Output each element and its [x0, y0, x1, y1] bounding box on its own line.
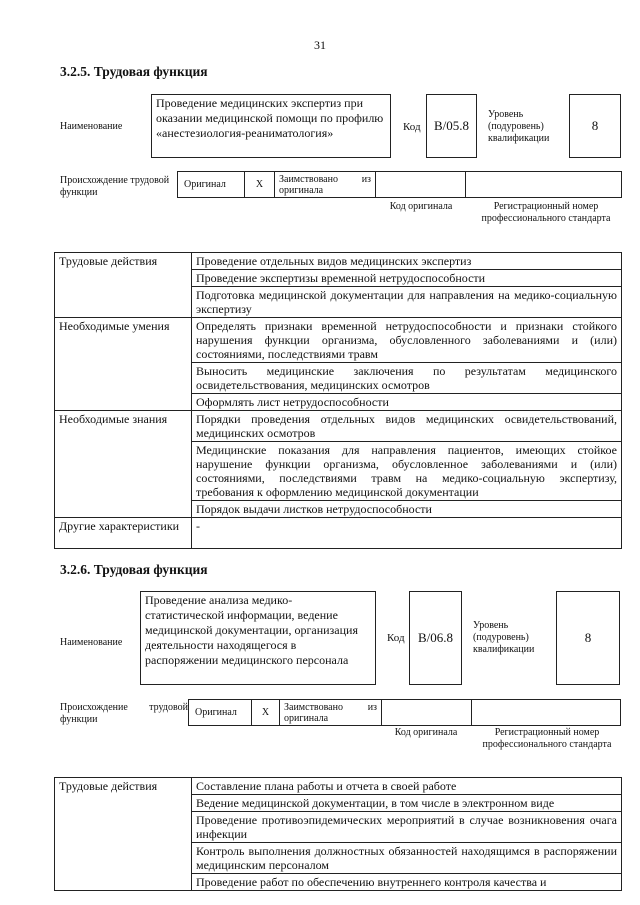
row-item: Оформлять лист нетрудоспособности [192, 394, 622, 411]
row-heading: Трудовые действия [55, 778, 192, 891]
original-code-caption: Код оригинала [389, 201, 453, 212]
row-item: Контроль выполнения должностных обязанностей находящимся в распоряжении медицинским персоналом [192, 843, 622, 874]
row-heading: Другие характеристики [55, 518, 192, 549]
origin-table [177, 171, 622, 198]
original-code-caption: Код оригинала [394, 727, 458, 738]
row-item: Порядки проведения отдельных видов медицинских освидетельствований, медицинских осмотров [192, 411, 622, 442]
section-title: 3.2.6. Трудовая функция [60, 562, 208, 577]
row-item: Определять признаки временной нетрудоспособности и признаки стойкого нарушения функции организма, обусловленного заболеваниями и (или) состояниями, последствиями травм [192, 318, 622, 363]
code-label: Код [403, 121, 421, 133]
borrowed-label: Заимствовано из оригинала [275, 172, 376, 197]
original-code-cell [376, 172, 466, 197]
origin-label: Происхождение трудовой функции [60, 702, 188, 725]
row-item: Проведение противоэпидемических мероприятий в случае возникновения очага инфекции [192, 812, 622, 843]
row-item: - [192, 518, 622, 549]
origin-table [188, 699, 621, 726]
function-table [54, 777, 622, 891]
table-row [55, 318, 622, 363]
row-item: Проведение работ по обеспечению внутреннего контроля качества и [192, 874, 622, 891]
table-row [55, 778, 622, 795]
row-item: Проведение экспертизы временной нетрудоспособности [192, 270, 622, 287]
row-item: Проведение отдельных видов медицинских экспертиз [192, 253, 622, 270]
registration-number-cell [466, 172, 621, 197]
row-item: Подготовка медицинской документации для направления на медико-социальную экспертизу [192, 287, 622, 318]
registration-number-caption: Регистрационный номер профессионального стандарта [481, 201, 611, 224]
registration-number-cell [472, 700, 620, 725]
section-title: 3.2.5. Трудовая функция [60, 64, 208, 79]
code-value: B/05.8 [426, 94, 477, 158]
code-value: B/06.8 [409, 591, 462, 685]
function-name-box: Проведение медицинских экспертиз при оказании медицинской помощи по профилю «анестезиология-реаниматология» [151, 94, 391, 158]
original-mark: X [252, 700, 280, 725]
level-value: 8 [569, 94, 621, 158]
page-number: 31 [314, 38, 326, 52]
row-heading: Необходимые знания [55, 411, 192, 518]
registration-number-caption: Регистрационный номер профессионального стандарта [482, 727, 612, 750]
level-value: 8 [556, 591, 620, 685]
original-code-cell [382, 700, 472, 725]
table-row [55, 253, 622, 270]
level-label: Уровень (подуровень) квалификации [488, 109, 550, 144]
name-label: Наименование [60, 121, 123, 132]
origin-label: Происхождение трудовой функции [60, 175, 170, 198]
row-item: Ведение медицинской документации, в том числе в электронном виде [192, 795, 622, 812]
row-heading: Трудовые действия [55, 253, 192, 318]
name-label: Наименование [60, 637, 123, 648]
function-name-box: Проведение анализа медико-статистической информации, ведение медицинской документации, организация деятельности находящегося в распоряжении медицинского персонала [140, 591, 376, 685]
code-label: Код [387, 632, 405, 644]
original-mark: X [245, 172, 275, 197]
row-item: Выносить медицинские заключения по результатам медицинского освидетельствования, медицинских осмотров [192, 363, 622, 394]
row-item: Порядок выдачи листков нетрудоспособности [192, 501, 622, 518]
row-heading: Необходимые умения [55, 318, 192, 411]
row-item: Составление плана работы и отчета в своей работе [192, 778, 622, 795]
row-item: Медицинские показания для направления пациентов, имеющих стойкое нарушение функции организма, обусловленное заболеваниями и (или) состояниями, последствиями травм на медико-социальную экспертизу, требования к оформлению медицинской документации [192, 442, 622, 501]
table-row [55, 411, 622, 442]
borrowed-label: Заимствовано из оригинала [280, 700, 382, 725]
table-row [55, 518, 622, 549]
function-table [54, 252, 622, 549]
level-label: Уровень (подуровень) квалификации [473, 620, 535, 655]
original-label: Оригинал [189, 700, 252, 725]
original-label: Оригинал [178, 172, 245, 197]
